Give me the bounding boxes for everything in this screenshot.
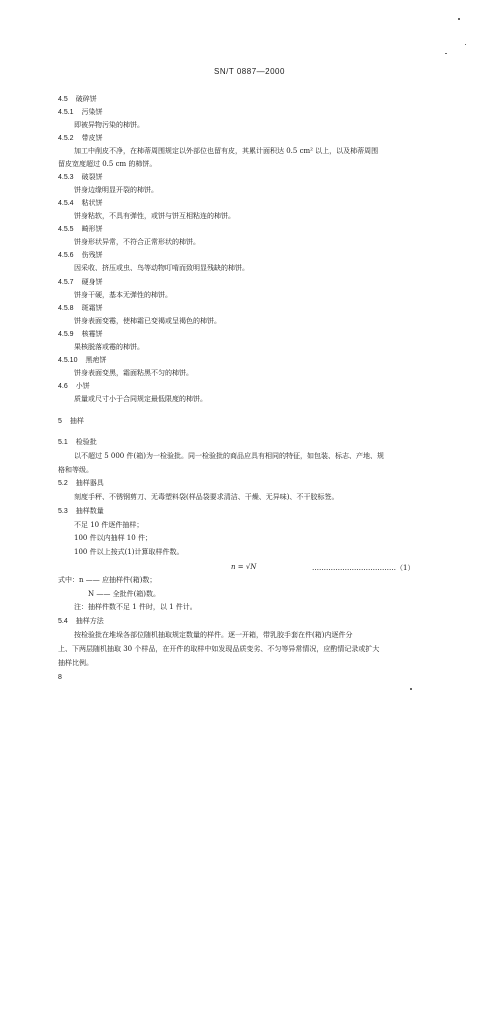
section-line [58, 251, 103, 260]
section-number: 5.3 [58, 508, 68, 515]
text-line [74, 395, 207, 404]
section-line [58, 304, 103, 313]
section-number: 5.4 [58, 618, 68, 625]
scan-speck [465, 44, 466, 45]
document-header-code: SN/T 0887—2000 [214, 67, 285, 76]
line-text: 小饼 [75, 382, 90, 390]
line-text: 100 件以上按式(1)计算取样件数。 [74, 548, 184, 556]
line-text: 饼身表面变霉，使柿霜已变褐或呈褐色的柿饼。 [74, 317, 221, 325]
section-number: 4.5.8 [58, 305, 74, 312]
section-number: 5.2 [58, 480, 68, 487]
scan-speck [410, 688, 412, 690]
section-line [58, 199, 103, 208]
line-text: 加工中削皮不净，在柿蒂周围规定以外部位也留有皮，其累计面积达 0.5 cm² 以上，以及柿蒂周围 [74, 147, 379, 155]
section-line [58, 225, 103, 234]
section-line [58, 438, 97, 447]
section-line [58, 617, 104, 626]
section-line [58, 108, 103, 117]
line-text: 以不超过 5 000 件(箱)为一检验批。同一检验批的商品应具有相同的特征，如包装、标志、产地、规 [74, 452, 384, 460]
section-number: 4.6 [58, 383, 68, 390]
section-number: 4.5 [58, 96, 68, 103]
line-text: 抽样器具 [75, 479, 104, 487]
line-text: 上、下两层随机抽取 30 个样品，在开件的取样中如发现品质变劣、不匀等异常情况，应酌情记录或扩大 [58, 645, 380, 653]
section-line [58, 417, 84, 426]
line-text: 检验批 [75, 438, 97, 446]
formula-expression: n = √N [231, 563, 257, 571]
section-line [58, 95, 97, 104]
line-text: 饼身干硬，基本无弹性的柿饼。 [74, 291, 172, 299]
text-line [74, 603, 197, 612]
text-line [74, 493, 338, 502]
section-number: 4.5.2 [58, 135, 74, 142]
line-text: 即被异物污染的柿饼。 [74, 121, 144, 129]
line-text: 斑霜饼 [81, 304, 103, 312]
line-text: N —— 全批件(箱)数。 [88, 590, 161, 598]
line-text: 饼身表面变黑，霜面粘黑不匀的柿饼。 [74, 369, 193, 377]
text-line [58, 160, 156, 169]
section-number: 4.5.9 [58, 331, 74, 338]
section-line [58, 479, 104, 488]
line-text: 饼身边缘明显开裂的柿饼。 [74, 186, 158, 194]
scan-speck [445, 53, 447, 54]
line-text: 黑疤饼 [85, 356, 107, 364]
line-text: 污染饼 [81, 108, 103, 116]
text-line [74, 534, 152, 543]
line-text: 100 件以内抽样 10 件； [74, 534, 152, 542]
section-line [58, 507, 104, 516]
line-text: 抽样数量 [75, 507, 104, 515]
line-text: 刻度手秤、不锈钢剪刀、无毒塑料袋(样品袋要求清洁、干燥、无异味)、不干胶标签。 [74, 493, 339, 501]
text-line [74, 548, 184, 557]
text-line [58, 576, 156, 585]
text-line [58, 645, 379, 654]
text-line [74, 452, 384, 461]
line-text: 式中：n —— 应抽样件(箱)数； [58, 576, 157, 584]
line-text: 破裂饼 [81, 173, 103, 181]
text-line [74, 264, 249, 273]
line-text: 饼身形状异常，不符合正常形状的柿饼。 [74, 238, 200, 246]
section-number: 4.5.4 [58, 200, 74, 207]
text-line [58, 466, 93, 475]
section-line [58, 173, 103, 182]
line-text: 粘状饼 [81, 199, 103, 207]
formula-number: ………………………………（1） [312, 564, 415, 572]
text-line [88, 590, 160, 599]
section-number: 4.5.3 [58, 174, 74, 181]
line-text: 抽样比例。 [58, 659, 93, 667]
section-line [58, 134, 103, 143]
text-line [74, 186, 158, 195]
line-text: 硬身饼 [81, 278, 103, 286]
text-line [74, 317, 221, 326]
line-text: 果核脱落或霉的柿饼。 [74, 343, 144, 351]
line-text: 留皮宽度超过 0.5 cm 的柿饼。 [58, 160, 157, 168]
text-line [74, 369, 193, 378]
text-line [74, 238, 200, 247]
section-number: 5 [58, 418, 62, 425]
text-line [74, 147, 378, 156]
line-text: 带皮饼 [81, 134, 103, 142]
line-text: 伤残饼 [81, 251, 103, 259]
section-line [58, 356, 106, 365]
line-text: 格和等级。 [58, 466, 93, 474]
section-number: 4.5.6 [58, 252, 74, 259]
text-line [74, 121, 144, 130]
line-text: 因采收、挤压或虫、鸟等动物叮啃而致明显残缺的柿饼。 [74, 264, 249, 272]
line-text: 破碎饼 [75, 95, 97, 103]
text-line [74, 343, 144, 352]
line-text: 核霉饼 [81, 330, 103, 338]
section-number: 4.5.7 [58, 279, 74, 286]
section-line [58, 330, 103, 339]
scan-speck [458, 18, 460, 20]
text-line [74, 521, 143, 530]
text-line [74, 631, 352, 640]
line-text: 按检验批在堆垛各部位随机抽取规定数量的样件。逐一开箱，带乳胶手套在件(箱)内逐件分 [74, 631, 353, 639]
line-text: 注：抽样件数不足 1 件时，以 1 件计。 [74, 603, 197, 611]
line-text: 质量或尺寸小于合同规定最低限度的柿饼。 [74, 395, 207, 403]
section-number: 5.1 [58, 439, 68, 446]
line-text: 抽样方法 [75, 617, 104, 625]
section-line [58, 382, 90, 391]
text-line [74, 291, 172, 300]
section-number: 4.5.1 [58, 109, 74, 116]
text-line [58, 659, 93, 668]
line-text: 不足 10 件逐件抽样； [74, 521, 144, 529]
section-number: 4.5.5 [58, 226, 74, 233]
page-number: 8 [58, 674, 62, 681]
line-text: 畸形饼 [81, 225, 103, 233]
section-number: 4.5.10 [58, 357, 78, 364]
line-text: 饼身粘软，不具有弹性，或饼与饼互相粘连的柿饼。 [74, 212, 235, 220]
line-text: 抽样 [69, 417, 84, 425]
section-line [58, 278, 103, 287]
text-line [74, 212, 235, 221]
